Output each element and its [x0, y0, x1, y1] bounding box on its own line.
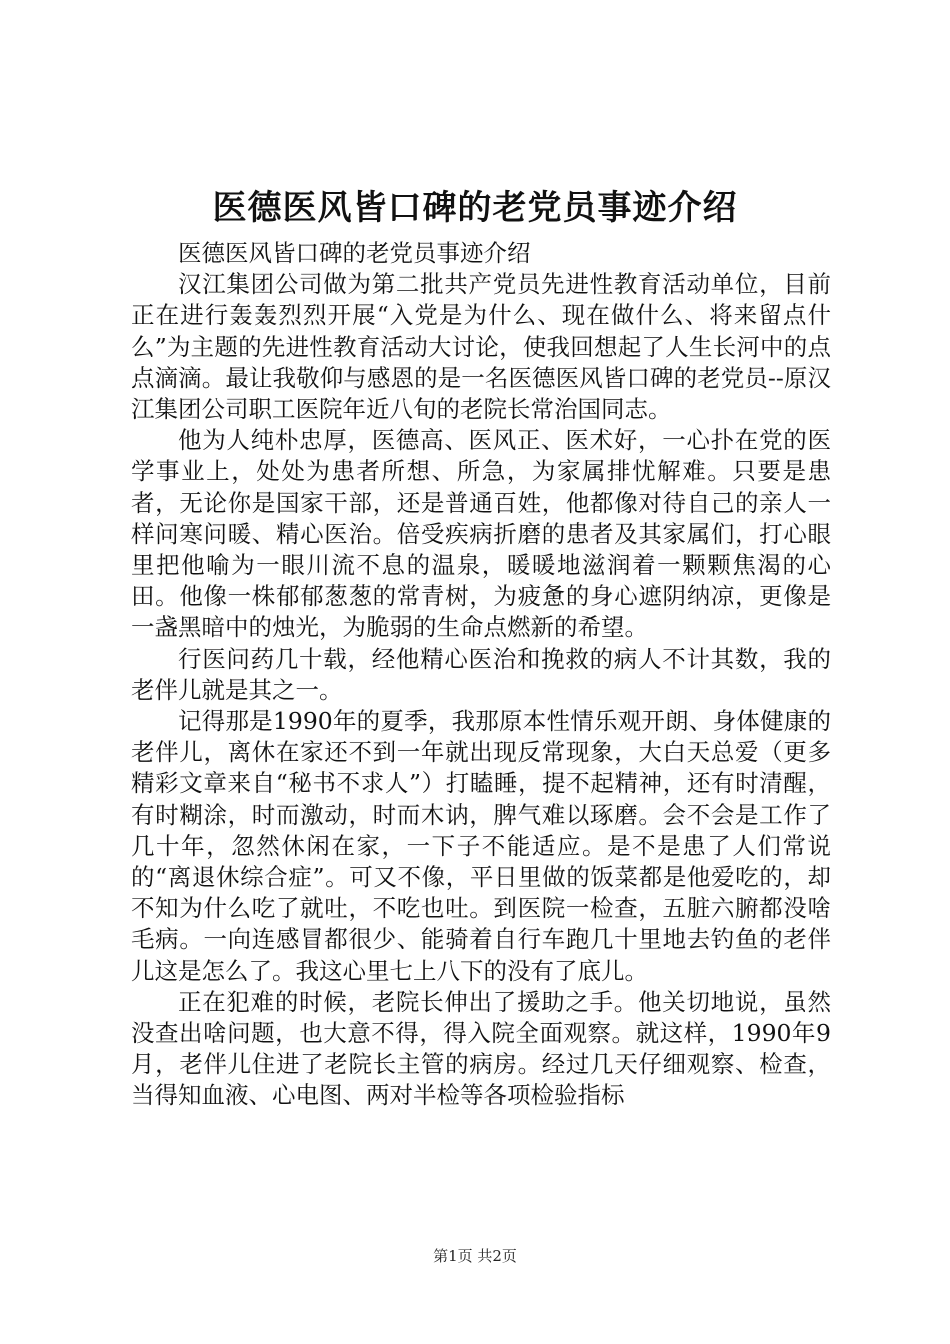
body-paragraph: 汉江集团公司做为第二批共产党员先进性教育活动单位，目前正在进行轰轰烈烈开展“入党是为什么、现在做什么、将来留点什么”为主题的先进性教育活动大讨论，使我回想起了人生长河中的点点滴滴。最让我敬仰与感恩的是一名医德医风皆口碑的老党员--原汉江集团公司职工医院年近八旬的老院长常治国同志。: [131, 270, 831, 424]
body-paragraph: 正在犯难的时候，老院长伸出了援助之手。他关切地说，虽然没查出啥问题，也大意不得，得入院全面观察。就这样，1990年9月，老伴儿住进了老院长主管的病房。经过几天仔细观察、检查，当得知血液、心电图、两对半检等各项检验指标: [131, 987, 831, 1110]
document-body: [131, 238, 831, 1112]
body-paragraph: 记得那是1990年的夏季，我那原本性情乐观开朗、身体健康的老伴儿，离休在家还不到一年就出现反常现象，大白天总爱（更多精彩文章来自“秘书不求人”）打瞌睡，提不起精神，还有时清醒，有时糊涂，时而激动，时而木讷，脾气难以琢磨。会不会是工作了几十年，忽然休闲在家，一下子不能适应。是不是患了人们常说的“离退休综合症”。可又不像，平日里做的饭菜都是他爱吃的，却不知为什么吃了就吐，不吃也吐。到医院一检查，五脏六腑都没啥毛病。一向连感冒都很少、能骑着自行车跑几十里地去钓鱼的老伴儿这是怎么了。我这心里七上八下的没有了底儿。: [131, 707, 831, 985]
body-paragraph: 行医问药几十载，经他精心医治和挽救的病人不计其数，我的老伴儿就是其之一。: [131, 644, 831, 704]
body-paragraph-subtitle: 医德医风皆口碑的老党员事迹介绍: [178, 239, 531, 267]
page-number-footer: 第1页 共2页: [433, 1247, 517, 1265]
document-title: 医德医风皆口碑的老党员事迹介绍: [212, 188, 738, 228]
body-paragraph: 他为人纯朴忠厚，医德高、医风正、医术好，一心扑在党的医学事业上，处处为患者所想、所急，为家属排忧解难。只要是患者，无论你是国家干部，还是普通百姓，他都像对待自己的亲人一样问寒问暖、精心医治。倍受疾病折磨的患者及其家属们，打心眼里把他喻为一眼川流不息的温泉，暖暖地滋润着一颗颗焦渴的心田。他像一株郁郁葱葱的常青树，为疲惫的身心遮阴纳凉，更像是一盏黑暗中的烛光，为脆弱的生命点燃新的希望。: [131, 426, 831, 642]
